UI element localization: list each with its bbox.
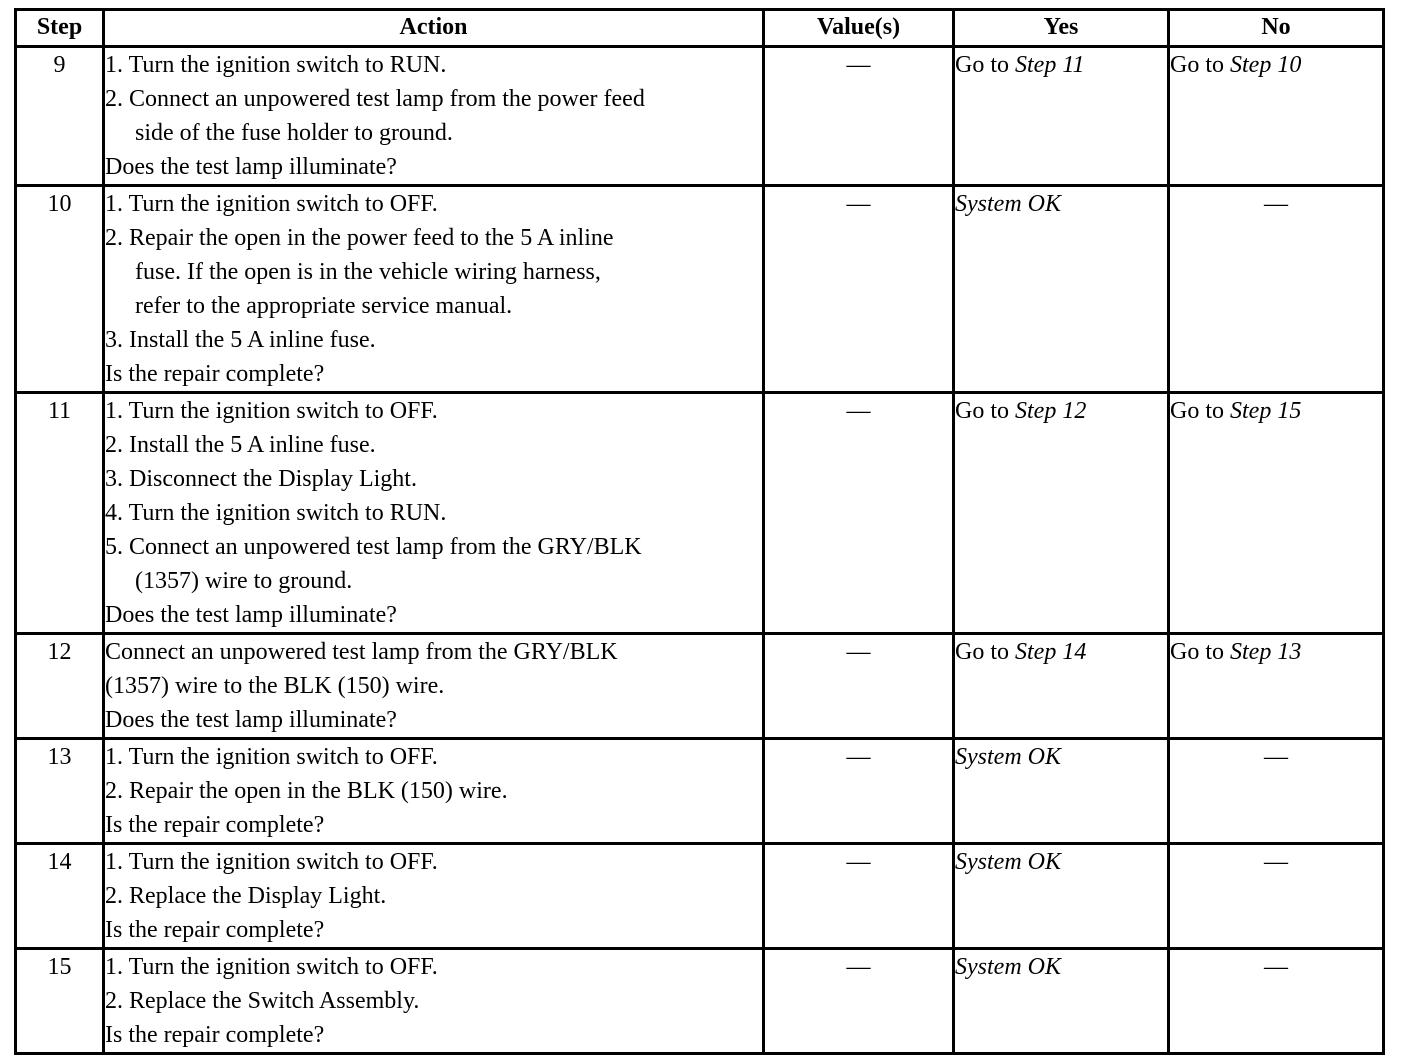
no-step-ref: Step 13: [1230, 639, 1302, 665]
action-line: 1. Turn the ignition switch to RUN.: [105, 52, 447, 78]
action-line: Is the repair complete?: [105, 361, 325, 387]
no-cell: [1169, 634, 1384, 739]
no-prefix: —: [1264, 954, 1288, 980]
action-line: refer to the appropriate service manual.: [135, 293, 513, 319]
value-cell: —: [764, 949, 954, 1054]
action-line: 5. Connect an unpowered test lamp from the GRY/BLK: [105, 534, 642, 560]
action-line: 1. Turn the ignition switch to OFF.: [105, 398, 438, 424]
step-number: 13: [16, 739, 104, 844]
no-cell: [1169, 949, 1384, 1054]
action-line: (1357) wire to the BLK (150) wire.: [105, 673, 445, 699]
no-cell: [1169, 739, 1384, 844]
no-cell: [1169, 844, 1384, 949]
no-step-ref: Step 10: [1230, 52, 1302, 78]
table-row: [16, 739, 1384, 844]
step-number: 15: [16, 949, 104, 1054]
yes-cell: [954, 634, 1169, 739]
yes-step-ref: Step 14: [1015, 639, 1087, 665]
action-line: 2. Replace the Switch Assembly.: [105, 988, 420, 1014]
yes-cell: [954, 949, 1169, 1054]
value-cell: —: [764, 186, 954, 393]
action-line: 4. Turn the ignition switch to RUN.: [105, 500, 447, 526]
action-line: 2. Connect an unpowered test lamp from the power feed: [105, 86, 645, 112]
action-cell: [104, 844, 764, 949]
action-line: 1. Turn the ignition switch to OFF.: [105, 849, 438, 875]
action-line: Does the test lamp illuminate?: [105, 154, 397, 180]
yes-step-ref: System OK: [955, 191, 1061, 217]
table-row: [16, 393, 1384, 634]
step-number: 10: [16, 186, 104, 393]
table-row: [16, 634, 1384, 739]
yes-cell: [954, 844, 1169, 949]
yes-prefix: Go to: [955, 639, 1015, 665]
yes-step-ref: Step 11: [1015, 52, 1085, 78]
no-cell: [1169, 393, 1384, 634]
header-values: Value(s): [764, 10, 954, 47]
table-row: [16, 47, 1384, 186]
step-number: 9: [16, 47, 104, 186]
no-cell: [1169, 186, 1384, 393]
header-no: No: [1169, 10, 1384, 47]
value-cell: —: [764, 844, 954, 949]
action-line: 1. Turn the ignition switch to OFF.: [105, 954, 438, 980]
action-line: 2. Replace the Display Light.: [105, 883, 387, 909]
action-cell: [104, 739, 764, 844]
action-line: 2. Repair the open in the BLK (150) wire.: [105, 778, 508, 804]
action-cell: [104, 949, 764, 1054]
header-yes: Yes: [954, 10, 1169, 47]
yes-prefix: Go to: [955, 52, 1015, 78]
table-body: [16, 47, 1384, 1054]
header-step: Step: [16, 10, 104, 47]
action-line: Is the repair complete?: [105, 812, 325, 838]
action-line: fuse. If the open is in the vehicle wiring harness,: [135, 259, 601, 285]
action-cell: [104, 186, 764, 393]
action-line: Does the test lamp illuminate?: [105, 707, 397, 733]
table-row: [16, 844, 1384, 949]
yes-prefix: Go to: [955, 398, 1015, 424]
action-line: Is the repair complete?: [105, 917, 325, 943]
action-line: Connect an unpowered test lamp from the GRY/BLK: [105, 639, 618, 665]
yes-cell: [954, 186, 1169, 393]
no-prefix: Go to: [1170, 639, 1230, 665]
action-line: Does the test lamp illuminate?: [105, 602, 397, 628]
action-cell: [104, 47, 764, 186]
action-line: 2. Repair the open in the power feed to the 5 A inline: [105, 225, 614, 251]
no-cell: [1169, 47, 1384, 186]
action-line: side of the fuse holder to ground.: [135, 120, 453, 146]
action-cell: [104, 634, 764, 739]
step-number: 14: [16, 844, 104, 949]
no-prefix: —: [1264, 191, 1288, 217]
action-line: 3. Disconnect the Display Light.: [105, 466, 417, 492]
yes-cell: [954, 739, 1169, 844]
yes-step-ref: System OK: [955, 744, 1061, 770]
value-cell: —: [764, 634, 954, 739]
action-line: 1. Turn the ignition switch to OFF.: [105, 744, 438, 770]
yes-cell: [954, 393, 1169, 634]
yes-step-ref: Step 12: [1015, 398, 1087, 424]
no-prefix: Go to: [1170, 398, 1230, 424]
header-row: [16, 10, 1384, 47]
no-prefix: Go to: [1170, 52, 1230, 78]
value-cell: —: [764, 739, 954, 844]
yes-step-ref: System OK: [955, 954, 1061, 980]
diagnostic-table: [14, 8, 1385, 1055]
yes-step-ref: System OK: [955, 849, 1061, 875]
yes-cell: [954, 47, 1169, 186]
header-action: Action: [104, 10, 764, 47]
value-cell: —: [764, 47, 954, 186]
action-line: 2. Install the 5 A inline fuse.: [105, 432, 376, 458]
table-row: [16, 186, 1384, 393]
value-cell: —: [764, 393, 954, 634]
action-line: 3. Install the 5 A inline fuse.: [105, 327, 376, 353]
action-line: (1357) wire to ground.: [135, 568, 353, 594]
step-number: 11: [16, 393, 104, 634]
table-row: [16, 949, 1384, 1054]
action-line: 1. Turn the ignition switch to OFF.: [105, 191, 438, 217]
action-cell: [104, 393, 764, 634]
no-prefix: —: [1264, 744, 1288, 770]
no-prefix: —: [1264, 849, 1288, 875]
action-line: Is the repair complete?: [105, 1022, 325, 1048]
step-number: 12: [16, 634, 104, 739]
no-step-ref: Step 15: [1230, 398, 1302, 424]
